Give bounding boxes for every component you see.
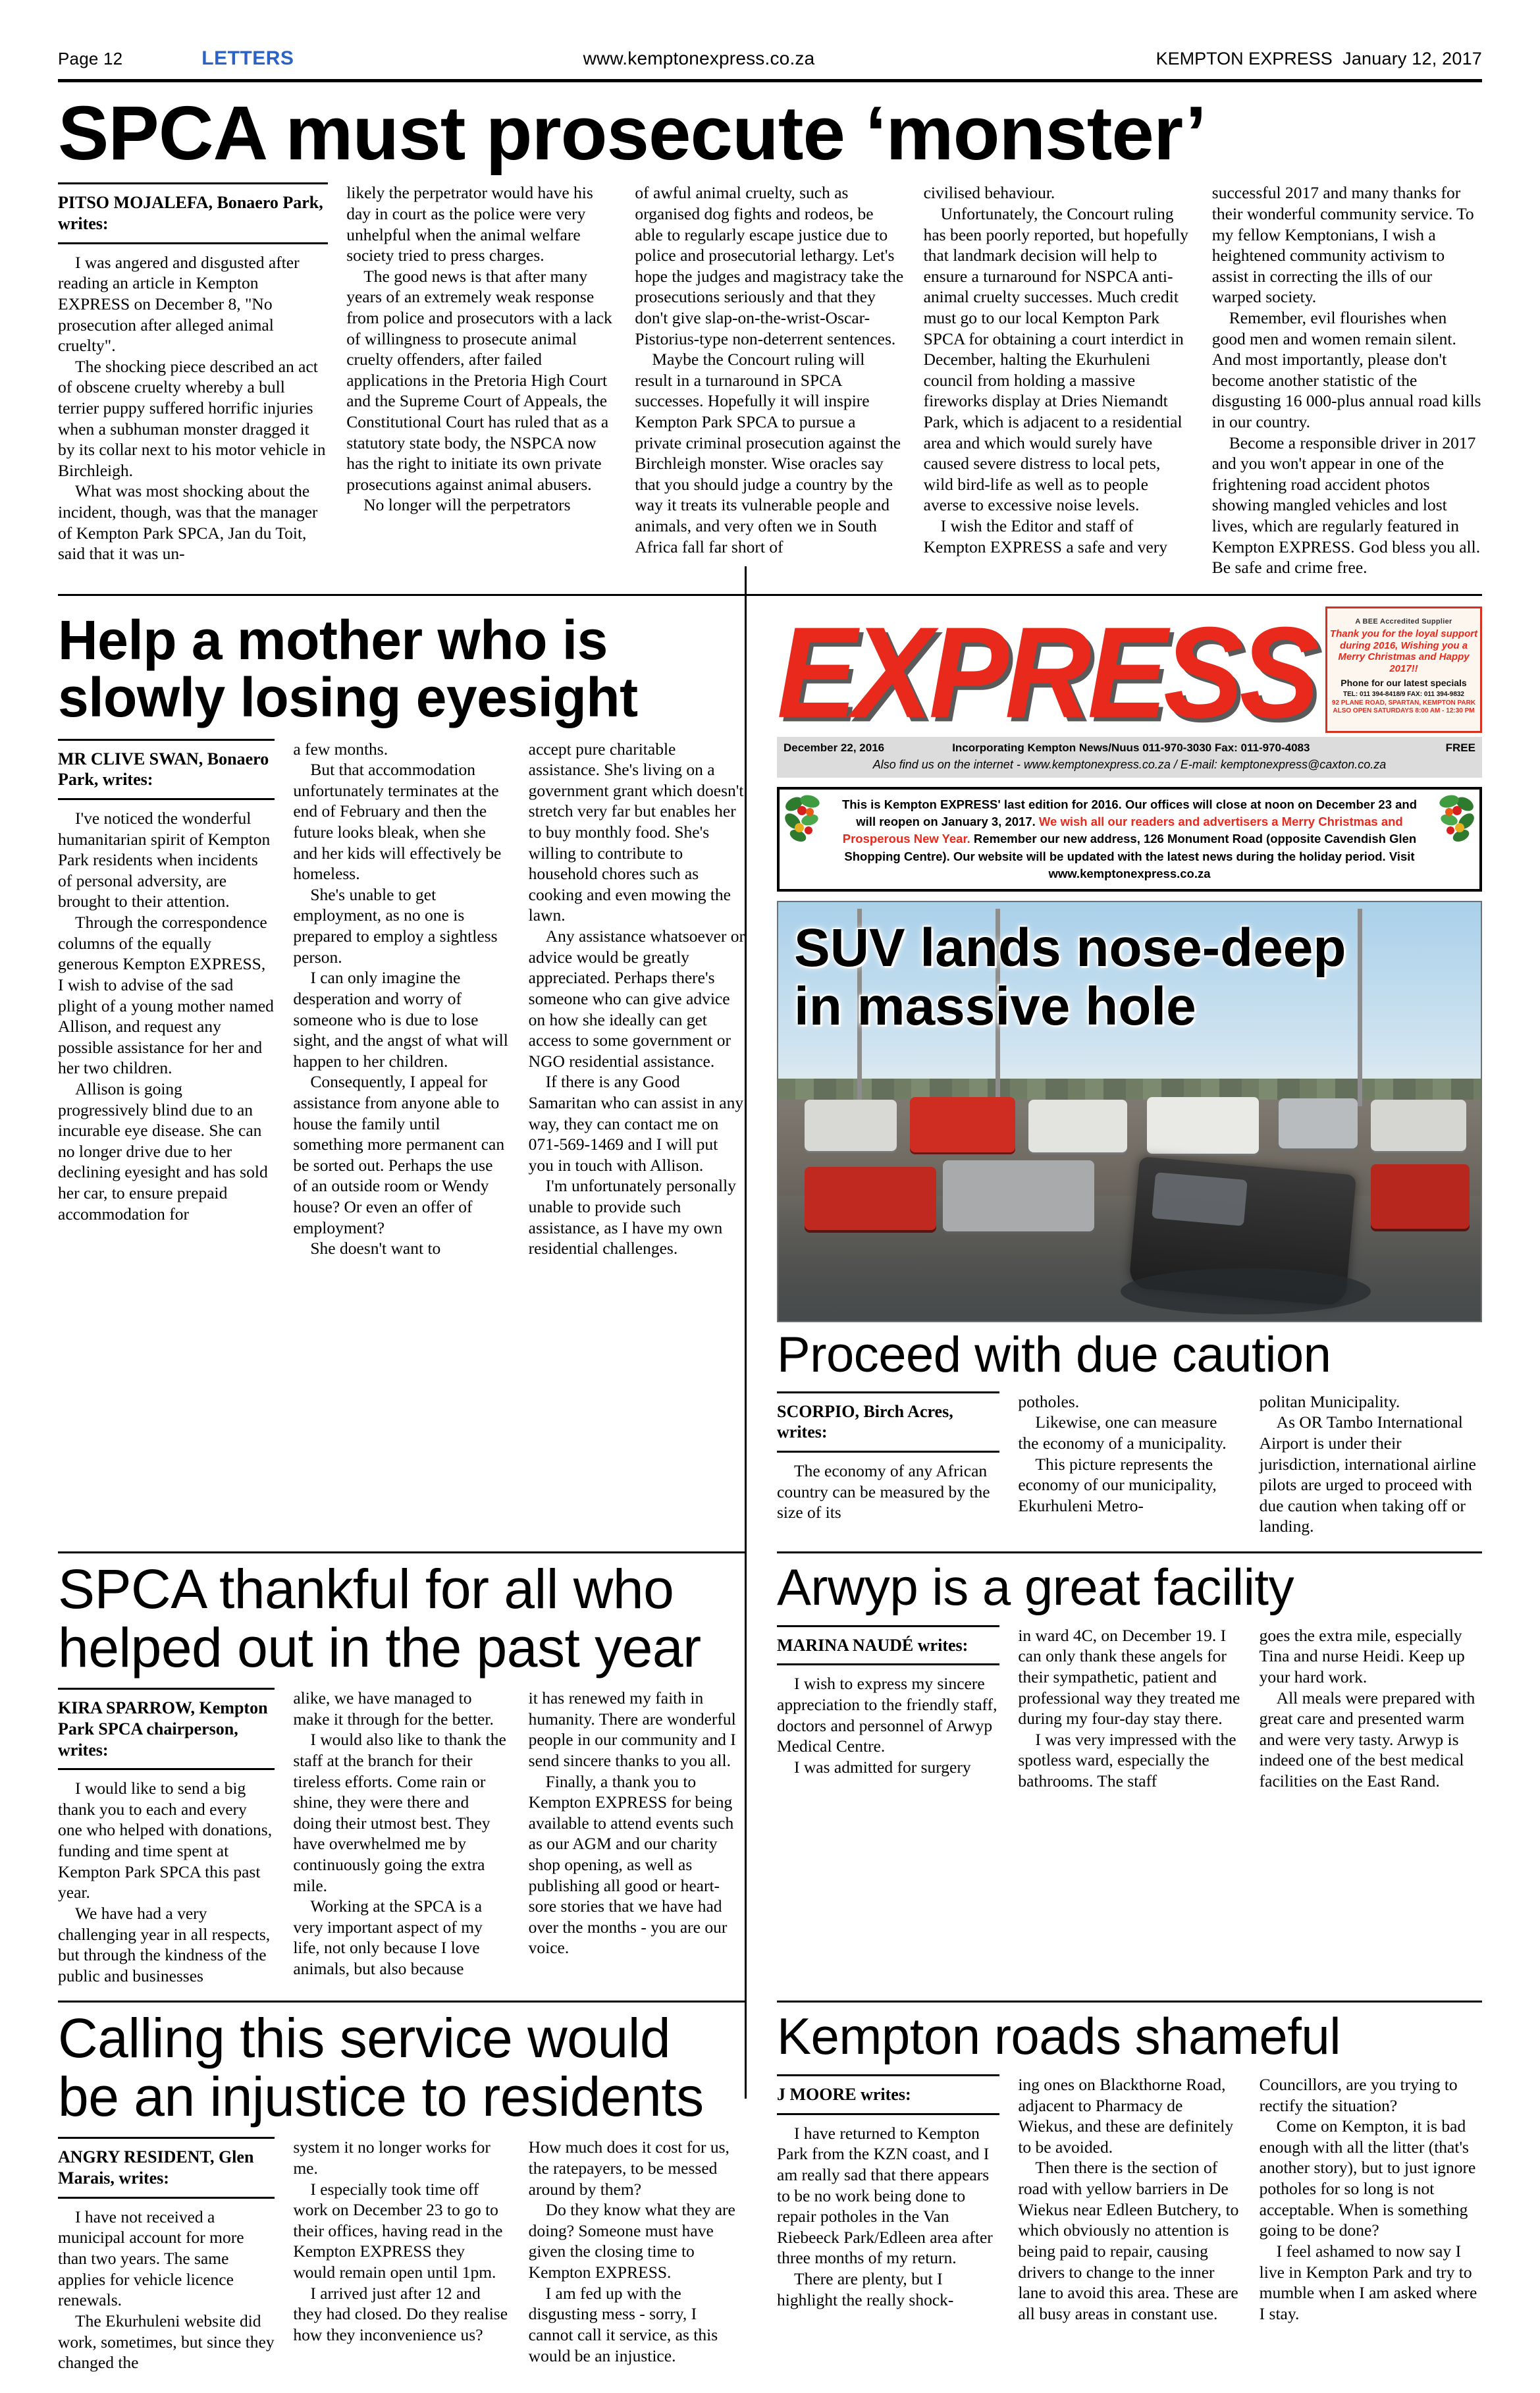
article-headline (58, 2009, 745, 2126)
paragraph: The Ekurhuleni website did work, sometimes, but since they changed the (58, 2311, 275, 2373)
masthead-name: KEMPTON EXPRESS (1155, 49, 1333, 68)
article-column (924, 182, 1194, 578)
vertical-column-divider (745, 566, 747, 2099)
paragraph: We have had a very challenging year in all respects, but through the kindness of the public and businesses (58, 1903, 271, 1985)
paragraph: The shocking piece described an act of obscene cruelty whereby a bull terrier puppy suffered horrific injuries when a subhuman monster dragged it by its collar next to his motor vehicle in Birchleigh. (58, 356, 326, 480)
paragraph: Remember, evil flourishes when good men and women remain silent. And most importantly, please don't become another statistic of the disgusting 16 000-plus annual road kills in our country. (1211, 308, 1481, 432)
notice-text-part-2: Remember our new address, 126 Monument Road (opposite Cavendish Glen Shopping Centre). Our website will be updated with the latest news during the holiday period. Visit www.kemptonexpress.co.za (844, 832, 1417, 880)
column-body (777, 1461, 999, 1523)
byline-block (58, 739, 275, 800)
paragraph: Allison is going progressively blind due to an incurable eye disease. She can no longer drive due to her declining eyesight and has sold her car, to ensure prepaid accommodation for (58, 1079, 268, 1223)
paragraph: Any assistance whatsoever or advice would be greatly appreciated. Perhaps there's someone who can give advice on how she ideally can get access to some government or NGO residential assistance. (528, 927, 745, 1071)
article-columns (777, 1625, 1482, 1792)
paragraph: Working at the SPCA is a very important aspect of my life, not only because I love animals, but also because (293, 1896, 483, 1979)
article-column (1018, 2074, 1240, 2324)
byline-text: KIRA SPARROW, Kempton Park SPCA chairperson, writes: (58, 1698, 268, 1760)
article-kempton-roads (777, 2001, 1482, 2373)
headline-line-1: Calling this service would (58, 2007, 671, 2070)
holly-decoration-icon (1428, 793, 1475, 844)
page-header (58, 0, 1482, 70)
website-url: www.kemptonexpress.co.za (583, 48, 815, 68)
article-column (777, 1391, 999, 1537)
express-masthead (777, 603, 1482, 892)
paragraph: The good news is that after many years of an extremely weak response from police and prosecutors with a lack of willingness to prosecute animal cruelty offenders, after failed applications in the Pretoria High Court and the Supreme Court of Appeals, the Constitutional Court has ruled that as a statutory state body, the NSPCA now has the right to initiate its own private prosecutions against animal abusers. (346, 266, 612, 494)
paragraph: alike, we have managed to make it through for the better. (293, 1688, 494, 1729)
article-columns (777, 2074, 1482, 2324)
paragraph: I especially took time off work on December 23 to go to their offices, having read in the Kempton EXPRESS they would remain open until 1pm. (293, 2179, 503, 2282)
column-body (58, 252, 328, 564)
column-body (1260, 2074, 1482, 2324)
column-body (1260, 1391, 1482, 1537)
article-column (1260, 1625, 1482, 1792)
article-headline (58, 1560, 745, 1677)
issue-date: January 12, 2017 (1342, 49, 1482, 68)
paragraph: Become a responsible driver in 2017 and you won't appear in one of the frightening road accident photos showing mangled vehicles and lost lives, which are regularly featured in Kempton EXPRESS. God bless you all. Be safe and crime free. (1211, 433, 1481, 578)
article-headline: Arwyp is a great facility (777, 1558, 1294, 1617)
paragraph: I was angered and disgusted after reading an article in Kempton EXPRESS on December 8, "No prosecution after alleged animal cruelty". (58, 252, 300, 356)
column-body (1018, 1391, 1240, 1517)
suv-pothole-photo (777, 901, 1482, 1322)
paragraph: This picture represents the economy of our municipality, Ekurhuleni Metro- (1018, 1454, 1217, 1515)
info-strip-row (783, 741, 1475, 755)
article-help-mother (58, 603, 745, 1537)
paragraph: Then there is the section of road with yellow barriers in De Wiekus near Edleen Butchery, to which obviously no attention is being paid to repair, causing drivers to change to the inner lane to avoid this area. These are all busy areas in constant use. (1018, 2158, 1239, 2323)
paragraph: I have returned to Kempton Park from the KZN coast, and I am really sad that there appears to be no work being done to repair potholes in the Van Riebeeck Park/Edleen area after three months of my return. (777, 2123, 993, 2268)
paragraph: I feel ashamed to now say I live in Kempton Park and try to mumble when I am asked where I stay. (1259, 2241, 1477, 2323)
paragraph: in ward 4C, on December 19. I can only thank these angels for their sympathetic, patient and professional way they treated me during my four-day stay there. (1018, 1625, 1240, 1729)
express-incorporating-line: Incorporating Kempton News/Nuus 011-970-3030 Fax: 011-970-4083 (952, 741, 1310, 754)
paragraph: No longer will the perpetrators (363, 495, 571, 515)
photo-vehicle (1028, 1100, 1127, 1152)
article-column (1260, 1391, 1482, 1537)
byline-block (58, 2137, 275, 2198)
article-column (293, 739, 510, 1259)
holly-decoration-icon (783, 793, 831, 844)
express-logo-text: EXPRESS (777, 602, 1315, 734)
article-arwyp (777, 1551, 1482, 1986)
article-column (1212, 182, 1482, 578)
paragraph: successful 2017 and many thanks for their wonderful community service. To my fellow Kemptonians, I wish a heightened community activism to assist in correcting the ills of our warped society. (1211, 183, 1474, 307)
advert-greeting-text: Thank you for the loyal support during 2016, Wishing you a Merry Christmas and Happy 2017!! (1329, 628, 1478, 674)
paragraph: a few months. (293, 739, 388, 759)
article-column (293, 2137, 510, 2373)
paragraph: Unfortunately, the Concourt ruling has been poorly reported, but hopefully that landmark decision will help to ensure a turnaround for NSPCA anti-animal cruelty successes. Much credit must go to our local Kempton Park SPCA for obtaining a court interdict in December, halting the Ekurhuleni council from holding a massive fireworks display at Dries Niemandt Park, which is adjacent to a residential area and which would surely have caused severe distress to local pets, wild bird-life as well as to people averse to excessive noise levels. (923, 203, 1188, 515)
advert-specials-text: Phone for our latest specials (1341, 677, 1467, 688)
paragraph: civilised behaviour. (923, 183, 1055, 203)
paragraph: As OR Tambo International Airport is under their jurisdiction, international airline pilots are urged to proceed with due caution when taking off or landing. (1259, 1412, 1476, 1536)
paragraph: Councillors, are you trying to rectify the situation? (1259, 2075, 1458, 2115)
page-number-label: Page 12 (58, 49, 123, 68)
byline-block (777, 1391, 999, 1453)
paragraph: If there is any Good Samaritan who can assist in any way, they can contact me on 071-569-1469 and I will put you in touch with Allison. (528, 1072, 744, 1175)
column-body (529, 1688, 745, 1958)
byline-text: MR CLIVE SWAN, Bonaero Park, writes: (58, 749, 269, 790)
column-body (293, 739, 510, 1259)
paragraph: What was most shocking about the incident, though, was that the manager of Kempton Park SPCA, Jan du Toit, said that it was un- (58, 481, 318, 564)
column-body (924, 182, 1194, 557)
mid-zone (58, 603, 1482, 1537)
article-column (635, 182, 905, 578)
paragraph: Finally, a thank you to Kempton EXPRESS for being available to attend events such as our AGM and our charity shop opening, as well as publishing all good or heart-sore stories that we have had over the months - you are our voice. (528, 1771, 734, 1958)
express-internet-line: Also find us on the internet - www.kemptonexpress.co.za / E-mail: kemptonexpress@caxton.co.za (872, 757, 1387, 771)
headline-line-2: slowly losing eyesight (58, 666, 638, 729)
paragraph: I am fed up with the disgusting mess - sorry, I cannot call it service, as this would be an injustice. (528, 2283, 718, 2365)
photo-headline-line-2: in massive hole (794, 976, 1196, 1036)
holiday-notice-box (777, 787, 1482, 892)
article-column (1018, 1625, 1240, 1792)
column-body (529, 739, 745, 1259)
column-body (1260, 1625, 1482, 1792)
paragraph: Do they know what they are doing? Someone must have given the closing time to Kempton EXPRESS. (528, 2200, 735, 2282)
byline-text: SCORPIO, Birch Acres, writes: (777, 1401, 953, 1442)
express-masthead-and-photo (777, 603, 1482, 1537)
section-divider (777, 1551, 1482, 1553)
column-body (58, 808, 275, 1224)
byline-text: MARINA NAUDÉ writes: (777, 1635, 969, 1655)
column-body (635, 182, 905, 557)
photo-minibus (943, 1160, 1094, 1231)
article-column (58, 182, 328, 578)
advert-address-text: 92 PLANE ROAD, SPARTAN, KEMPTON PARK ALSO OPEN SATURDAYS 8:00 AM - 12:30 PM (1331, 699, 1476, 714)
paragraph: She doesn't want to (310, 1239, 441, 1258)
section-divider (58, 1551, 745, 1553)
paragraph: accept pure charitable assistance. She's living on a government grant which doesn't stretch very far but enables her to buy monthly food. She's willing to contribute to household chores such as cooking and even mowing the lawn. (528, 739, 744, 925)
article-injustice (58, 2001, 745, 2373)
column-body (777, 1673, 999, 1777)
photo-headline (794, 919, 1465, 1036)
photo-vehicle (1371, 1100, 1466, 1151)
column-body (1018, 2074, 1240, 2324)
byline-block (777, 1625, 999, 1666)
bee-accreditation-text: A BEE Accredited Supplier (1355, 617, 1452, 626)
article-column (1018, 1391, 1240, 1537)
paragraph: I was very impressed with the spotless ward, especially the bathrooms. The staff (1018, 1729, 1236, 1790)
column-body (293, 1688, 510, 1979)
article-spca-thankful (58, 1551, 745, 1986)
paragraph: I would also like to thank the staff at the branch for their tireless efforts. Come rain or shine, they were there and doing their utmost best. They have overwhelmed me by continuously going the extra mile. (293, 1730, 506, 1895)
photo-vehicle (1279, 1098, 1358, 1148)
article-column (293, 1688, 510, 1986)
byline-block (777, 2074, 999, 2115)
paragraph: The economy of any African country can be measured by the size of its (777, 1461, 990, 1522)
paragraph: She's unable to get employment, as no one is prepared to employ a sightless person. (293, 884, 498, 967)
article-spca-prosecute (58, 182, 1482, 578)
headline-line-1: SPCA thankful for all who (58, 1558, 674, 1621)
paragraph: Through the correspondence columns of the equally generous Kempton EXPRESS, I wish to advise of the sad plight of a young mother named Allison, and request any possible assistance for her and her two children. (58, 913, 274, 1078)
article-headline: Proceed with due caution (777, 1327, 1331, 1384)
headline-line-2: be an injustice to residents (58, 2066, 704, 2128)
byline-text: PITSO MOJALEFA, Bonaero Park, writes: (58, 193, 323, 234)
paragraph: There are plenty, but I highlight the really shock- (777, 2269, 954, 2309)
article-column (1260, 2074, 1482, 2324)
paragraph: I wish the Editor and staff of Kempton EXPRESS a safe and very (923, 516, 1167, 556)
paragraph: I'm unfortunately personally unable to provide such assistance, as I have my own residential challenges. (528, 1176, 736, 1258)
section-divider (777, 2001, 1482, 2003)
article-headline: Kempton roads shameful (777, 2007, 1341, 2066)
article-proceed-caution (777, 1329, 1482, 1537)
column-body (293, 2137, 510, 2345)
free-label: FREE (1445, 741, 1475, 754)
column-body (58, 2207, 275, 2373)
column-body (1018, 1625, 1240, 1792)
paragraph: I would like to send a big thank you to each and every one who helped with donations, funding and time spent at Kempton Park SPCA this past year. (58, 1779, 273, 1902)
paragraph: of awful animal cruelty, such as organised dog fights and rodeos, be able to regularly escape justice due to police and prosecutorial lethargy. Let's hope the judges and magistracy take the prosecutions seriously and that they don't give slap-on-the-wrist-Oscar-Pistorius-type non-deterrent sentences. (635, 183, 904, 348)
paragraph: I wish to express my sincere appreciation to the friendly staff, doctors and personnel of Arwyp Medical Centre. (777, 1674, 997, 1756)
article-column (529, 739, 745, 1259)
article-columns (777, 1391, 1482, 1537)
notice-text-red: We wish all our readers and advertisers a Merry Christmas and Prosperous New Year. (842, 815, 1403, 846)
paragraph: ing ones on Blackthorne Road, adjacent to Pharmacy de Wiekus, and these are definitely to be avoided. (1018, 2075, 1234, 2157)
paragraph: I arrived just after 12 and they had closed. Do they realise how they inconvenience us? (293, 2283, 508, 2344)
paragraph: I can only imagine the desperation and worry of someone who is due to lose sight, and the angst of what will happen to her children. (293, 968, 508, 1071)
section-divider (58, 594, 1482, 596)
paragraph: All meals were prepared with great care and presented warm and were very tasty. Arwyp is indeed one of the best medical facilities on the East Rand. (1259, 1688, 1475, 1790)
article-column (777, 2074, 999, 2324)
paragraph: system it no longer works for me. (293, 2138, 491, 2178)
masthead-and-date (1156, 49, 1482, 69)
advert-phone-text: TEL: 011 394-8418/9 FAX: 011 394-9832 (1342, 690, 1464, 698)
article-column (777, 1625, 999, 1792)
section-divider (58, 2001, 745, 2003)
byline-block (58, 182, 328, 244)
paragraph: I was admitted for surgery (794, 1757, 971, 1777)
byline-text: ANGRY RESIDENT, Glen Marais, writes: (58, 2147, 254, 2188)
express-info-strip (777, 737, 1482, 778)
column-body (777, 2123, 999, 2310)
photo-vehicle (805, 1100, 897, 1151)
paragraph: potholes. (1018, 1391, 1080, 1411)
express-issue-date: December 22, 2016 (783, 741, 885, 754)
section-label: LETTERS (201, 47, 294, 69)
christmas-advert-box (1325, 606, 1482, 733)
article-column (529, 2137, 745, 2373)
column-body (58, 1778, 275, 1986)
paragraph: How much does it cost for us, the ratepayers, to be messed around by them? (528, 2138, 730, 2199)
photo-red-car (805, 1167, 936, 1230)
express-logo-area (777, 603, 1482, 734)
headline-line-1: Help a mother who is (58, 608, 608, 671)
column-body (1212, 182, 1482, 578)
byline-block (58, 1688, 275, 1770)
photo-pothole-water (1121, 1268, 1371, 1314)
paragraph: it has renewed my faith in humanity. There are wonderful people in our community and I send sincere thanks to you all. (528, 1688, 736, 1770)
paragraph: I've noticed the wonderful humanitarian spirit of Kempton Park residents when incidents of personal adversity, are brought to their attention. (58, 809, 271, 911)
article-column (346, 182, 616, 578)
paragraph: politan Municipality. (1259, 1391, 1400, 1411)
photo-headline-line-1: SUV lands nose-deep (794, 918, 1346, 979)
paragraph: But that accommodation unfortunately terminates at the end of February and then the future looks bleak, when she and her kids will effectively be homeless. (293, 760, 502, 884)
photo-vehicle (1147, 1097, 1259, 1154)
photo-red-car (1371, 1164, 1470, 1229)
lower-zone-2 (58, 2001, 1482, 2373)
headline-line-2: helped out in the past year (58, 1617, 701, 1679)
column-body (346, 182, 616, 516)
column-body (529, 2137, 745, 2366)
article-column (58, 2137, 275, 2373)
byline-text: J MOORE writes: (777, 2085, 911, 2105)
paragraph: goes the extra mile, especially Tina and nurse Heidi. Keep up your hard work. (1259, 1625, 1465, 1686)
header-divider (58, 79, 1482, 82)
paragraph: Consequently, I appeal for assistance from anyone able to house the family until something more permanent can be sorted out. Perhaps the use of an outside room or Wendy house? Or even an offer of employment? (293, 1072, 505, 1237)
article-column (58, 1688, 275, 1986)
paragraph: likely the perpetrator would have his day in court as the police were very unhelpful when the animal welfare society tried to press charges. (346, 183, 593, 265)
notice-text-part-1: This is Kempton EXPRESS' last edition for 2016. Our offices will close at noon on December 23 and will reopen on January 3, 2017. (841, 797, 1418, 829)
article-column (529, 1688, 745, 1986)
paragraph: Come on Kempton, it is bad enough with all the litter (that's another story), but to just ignore potholes for so long is not acceptable. When is something going to be done? (1259, 2116, 1476, 2240)
article-columns (58, 2137, 745, 2373)
paragraph: I have not received a municipal account for more than two years. The same applies for vehicle licence renewals. (58, 2207, 244, 2310)
lower-zone-1 (58, 1551, 1482, 1986)
paragraph: Maybe the Concourt ruling will result in a turnaround in SPCA successes. Hopefully it will inspire Kempton Park SPCA to pursue a private criminal prosecution against the Birchleigh monster. Wise oracles say that you should judge a country by the way it treats its vulnerable people and animals, and very often we in South Africa fall far short of (635, 350, 901, 556)
paragraph: Likewise, one can measure the economy of a municipality. (1018, 1412, 1227, 1453)
photo-vehicle (910, 1097, 1015, 1152)
article-columns (58, 739, 745, 1259)
photo-suv-window (1152, 1172, 1248, 1226)
article-headline (58, 608, 745, 729)
page-footer-space (58, 2373, 1482, 2393)
article-column (58, 739, 275, 1259)
article-columns (58, 1688, 745, 1986)
banner-headline: SPCA must prosecute ‘monster’ (58, 90, 1206, 176)
